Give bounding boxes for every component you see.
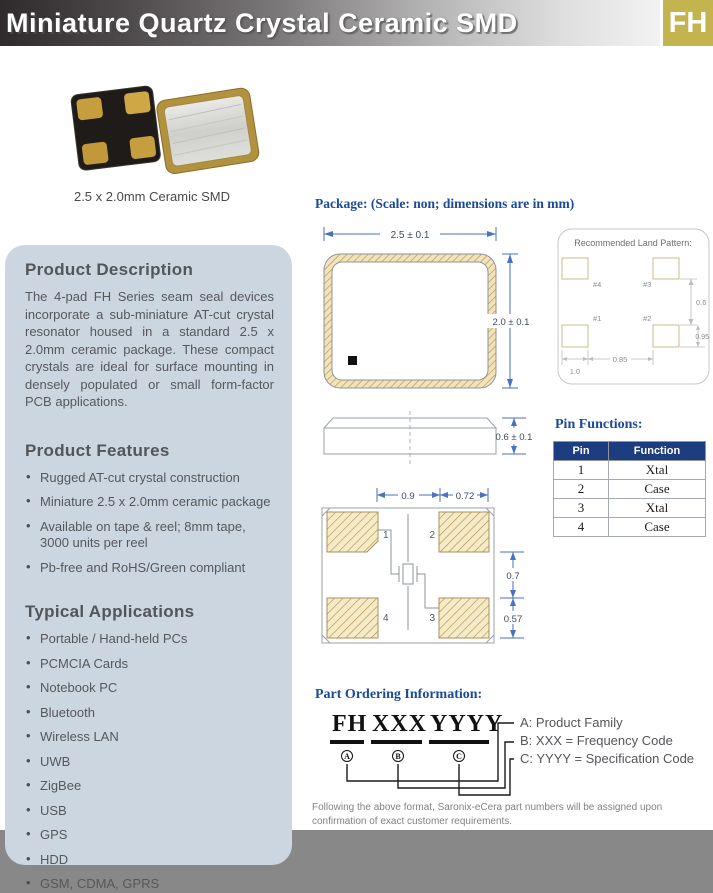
application-item: • Notebook PC <box>25 680 274 697</box>
pin-label-4: 4 <box>383 613 389 624</box>
land-label-2: #2 <box>643 314 652 323</box>
land-dim-pad-width: 1.0 <box>569 367 581 376</box>
sidebar-panel <box>5 245 292 891</box>
features-list <box>25 470 274 577</box>
dim-bottom-072: 0.72 <box>455 491 475 502</box>
package-section-title: Package: (Scale: non; dimensions are in mm) <box>315 196 575 211</box>
pin1-mark <box>348 356 357 365</box>
table-row: 4 Case <box>554 518 706 537</box>
function-column-header: Function <box>609 442 706 461</box>
pin-functions-rows <box>554 461 706 537</box>
table-row: 2 Case <box>554 480 706 499</box>
header-bar <box>0 0 660 46</box>
feature-item: • Miniature 2.5 x 2.0mm ceramic package <box>25 494 274 511</box>
code-frequency: XXX <box>372 711 427 737</box>
page-title: Miniature Quartz Crystal Ceramic SMD <box>6 7 518 38</box>
feature-item: • Available on tape & reel; 8mm tape, 3000 units per reel <box>25 519 274 552</box>
land-pad-3 <box>653 258 679 279</box>
feature-item: • Rugged AT-cut crystal construction <box>25 470 274 487</box>
table-row: 3 Xtal <box>554 499 706 518</box>
dim-thickness: 0.6 ± 0.1 <box>495 432 533 443</box>
legend-item: A: Product Family <box>520 715 623 730</box>
pin-column-header: Pin <box>554 442 609 461</box>
land-pad-2 <box>653 325 679 347</box>
pin-functions-title: Pin Functions: <box>555 417 643 432</box>
chip-top-view <box>156 87 260 175</box>
dim-right-07: 0.7 <box>506 571 520 582</box>
package-bottom-view-drawing <box>310 478 558 670</box>
dim-top-width: 2.5 ± 0.1 <box>390 230 430 241</box>
pad-2 <box>439 512 489 552</box>
product-description-text: The 4-pad FH Series seam seal devices incorporate a sub-miniature AT-cut crystal resonator housed in a standard 2.5 x 2.0mm ceramic package. These compact crystals are ideal for surface mounting in densely populated or small form-factor PCB applications. <box>25 289 274 409</box>
land-dim-pad-height: 0.95 <box>695 334 709 341</box>
package-side-view-drawing <box>310 408 558 472</box>
part-ordering-title: Part Ordering Information: <box>315 687 483 702</box>
feature-item: • Pb-free and RoHS/Green compliant <box>25 560 274 577</box>
land-dim-col-gap: 0.85 <box>612 355 628 364</box>
pad-1 <box>327 512 378 552</box>
pin-label-2: 2 <box>429 530 435 541</box>
application-item: • HDD <box>25 852 274 869</box>
application-item: • Portable / Hand-held PCs <box>25 631 274 648</box>
pin-functions-table <box>553 441 706 537</box>
package-top-view-drawing <box>310 220 558 400</box>
land-dim-row-gap: 0.6 <box>696 298 707 307</box>
table-row: 1 Xtal <box>554 461 706 480</box>
application-item: • Wireless LAN <box>25 729 274 746</box>
photo-caption: 2.5 x 2.0mm Ceramic SMD <box>73 189 231 204</box>
typical-applications-heading: Typical Applications <box>25 602 195 621</box>
legend-item: C: YYYY = Specification Code <box>520 751 695 766</box>
pin-label-1: 1 <box>383 530 389 541</box>
circle-a: A <box>341 750 353 762</box>
code-specification: YYYY <box>430 711 504 737</box>
circle-b: B <box>392 750 404 762</box>
application-item: • USB <box>25 803 274 820</box>
pad-3 <box>439 598 489 638</box>
product-description-heading: Product Description <box>25 260 194 279</box>
application-item: • PCMCIA Cards <box>25 656 274 673</box>
land-pattern-title: Recommended Land Pattern: <box>574 238 692 248</box>
application-item: • GSM, CDMA, GPRS <box>25 876 274 893</box>
pin-label-3: 3 <box>429 613 435 624</box>
application-item: • UWB <box>25 754 274 771</box>
ordering-legend <box>520 714 694 768</box>
application-item: • ZigBee <box>25 778 274 795</box>
product-features-heading: Product Features <box>25 440 170 460</box>
land-label-3: #3 <box>643 280 652 289</box>
land-pad-4 <box>562 258 588 279</box>
chip-bottom-view <box>70 85 161 170</box>
pad-4 <box>327 598 378 638</box>
code-family: FH <box>332 711 368 737</box>
ordering-footnote: Following the above format, Saronix-eCera part numbers will be assigned upon confirmation of exact customer requirements. <box>312 802 663 827</box>
legend-item: B: XXX = Frequency Code <box>520 733 673 748</box>
land-label-1: #1 <box>593 314 602 323</box>
land-pad-1 <box>562 325 588 347</box>
dim-side-height: 2.0 ± 0.1 <box>492 317 530 328</box>
applications-list <box>25 631 274 893</box>
application-item: • GPS <box>25 827 274 844</box>
land-label-4: #4 <box>593 280 602 289</box>
series-badge: FH <box>663 0 713 46</box>
crystal-photo-illustration <box>55 78 250 186</box>
land-pattern-drawing <box>557 228 710 385</box>
product-photo <box>55 78 250 186</box>
application-item: • Bluetooth <box>25 705 274 722</box>
circle-c: C <box>453 750 465 762</box>
dim-right-057: 0.57 <box>503 614 523 625</box>
dim-bottom-09: 0.9 <box>401 491 415 502</box>
